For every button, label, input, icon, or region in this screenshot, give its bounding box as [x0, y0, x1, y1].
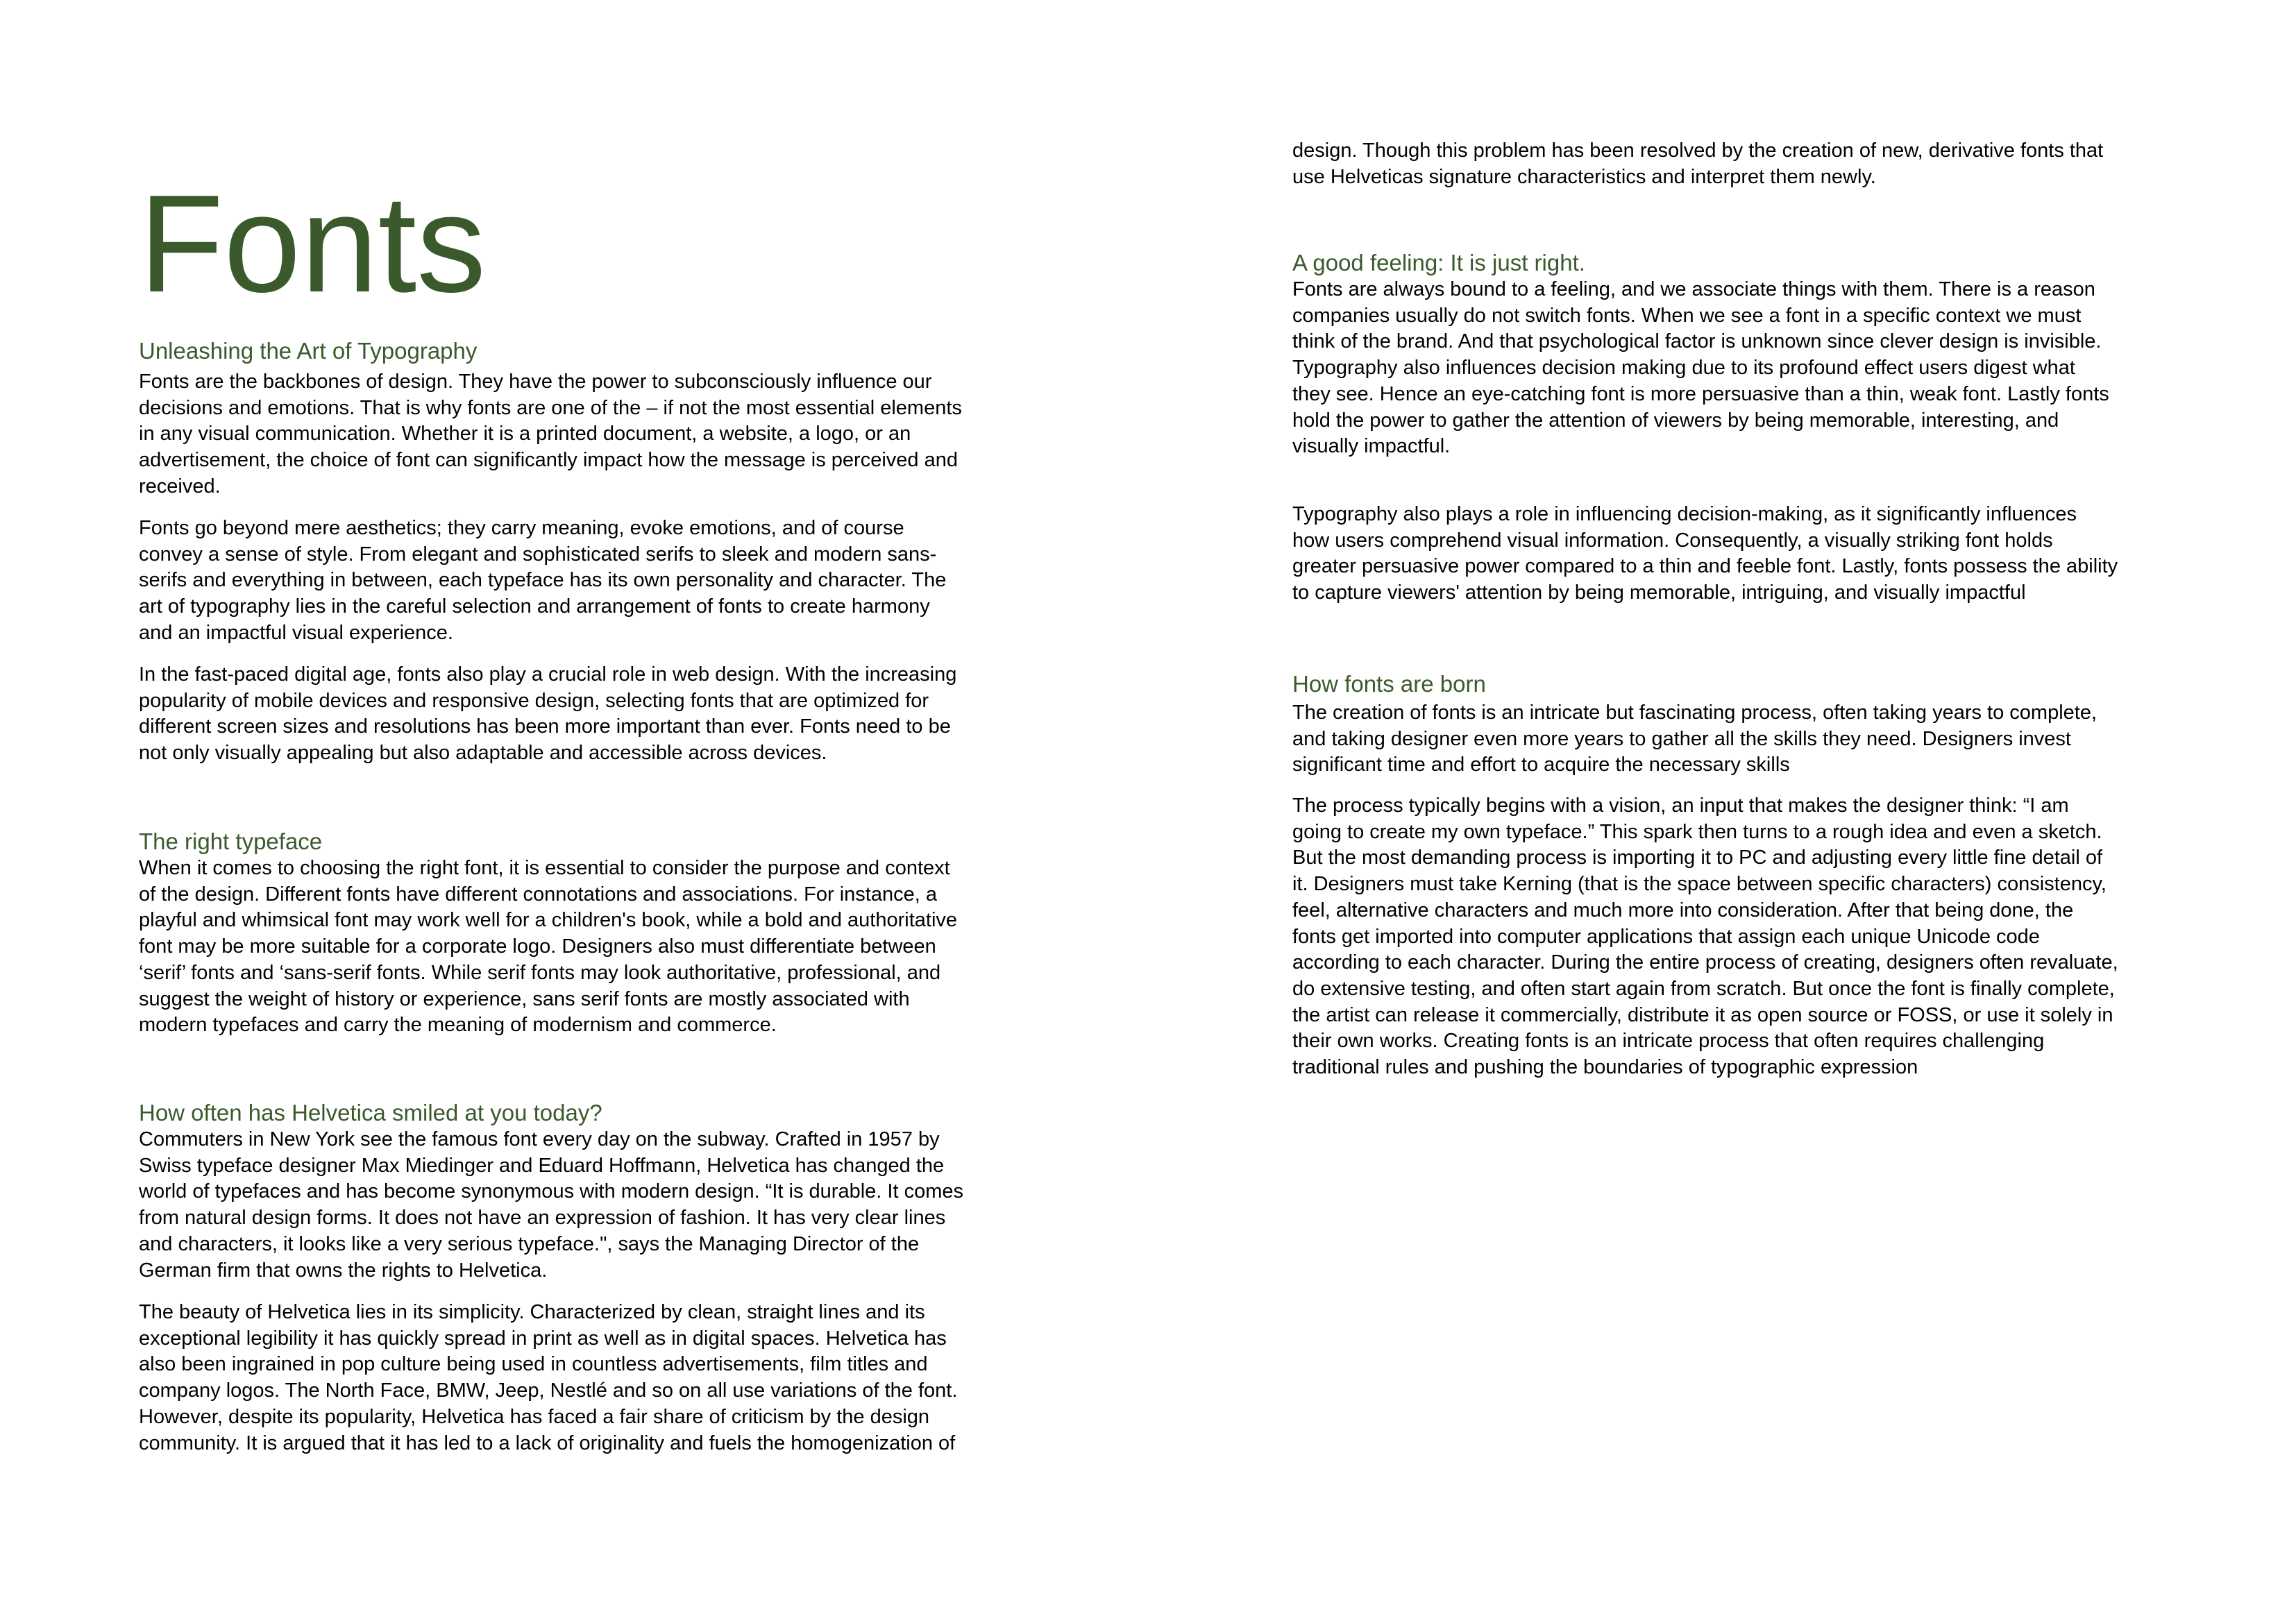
text-line: significant time and effort to acquire the necessary skills — [1292, 754, 1790, 776]
text-line: popularity of mobile devices and responsive design, selecting fonts that are optimized for — [139, 689, 929, 712]
text-line: the artist can release it commercially, distribute it as open source or FOSS, or use it solely in — [1292, 1003, 2113, 1026]
text-line: Fonts go beyond mere aesthetics; they carry meaning, evoke emotions, and of course — [139, 517, 904, 539]
text-line: different screen sizes and resolutions has been more important than ever. Fonts need to be — [139, 715, 951, 738]
text-line: fonts get imported into computer applications that assign each unique Unicode code — [1292, 925, 2040, 948]
text-line: from natural design forms. It does not have an expression of fashion. It has very clear lines — [139, 1207, 946, 1230]
text-line: design. Though this problem has been resolved by the creation of new, derivative fonts that — [1292, 139, 2104, 162]
page-title: Fonts — [139, 167, 487, 321]
text-line: companies usually do not switch fonts. When we see a font in a specific context we must — [1292, 304, 2082, 327]
paragraph — [139, 516, 946, 647]
text-line: community. It is argued that it has led to a lack of originality and fuels the homogenization of — [139, 1431, 956, 1454]
text-line: think of the brand. And that psychological factor is unknown since clever design is invisible. — [1292, 330, 2102, 353]
text-line: serifs and everything in between, each typeface has its own personality and character. The — [139, 569, 947, 592]
text-line: But the most demanding process is importing it to PC and adjusting every little fine detail of — [1292, 847, 2103, 869]
text-line: decisions and emotions. That is why fonts are one of the – if not the most essential elements — [139, 396, 962, 419]
text-line: Swiss typeface designer Max Miedinger and Eduard Hoffmann, Helvetica has changed the — [139, 1154, 945, 1177]
text-line: world of typefaces and has become synonymous with modern design. “It is durable. It comes — [139, 1180, 963, 1203]
text-line: The process typically begins with a vision, an input that makes the designer think: “I am — [1292, 794, 2069, 817]
paragraph-continuation — [1292, 138, 2103, 190]
text-line: In the fast-paced digital age, fonts also play a crucial role in web design. With the increasing — [139, 663, 957, 686]
paragraph — [139, 1127, 963, 1284]
section-heading-good-feeling: A good feeling: It is just right. — [1292, 250, 1585, 275]
text-line: and characters, it looks like a very serious typeface.", says the Managing Director of the — [139, 1232, 920, 1255]
text-line: in any visual communication. Whether it is a printed document, a website, a logo, or an — [139, 423, 911, 445]
text-line: convey a sense of style. From elegant and sophisticated serifs to sleek and modern sans- — [139, 543, 937, 566]
text-line: traditional rules and pushing the boundaries of typographic expression — [1292, 1056, 1918, 1079]
text-line: Typography also plays a role in influencing decision-making, as it significantly influences — [1292, 503, 2077, 525]
text-line: company logos. The North Face, BMW, Jeep, Nestlé and so on all use variations of the font. — [139, 1379, 958, 1402]
section-heading-right-typeface: The right typeface — [139, 829, 323, 854]
text-line: The beauty of Helvetica lies in its simplicity. Characterized by clean, straight lines and its — [139, 1301, 925, 1323]
paragraph — [1292, 502, 2118, 606]
paragraph — [139, 856, 957, 1039]
text-line: Fonts are always bound to a feeling, and we associate things with them. There is a reason — [1292, 278, 2095, 300]
text-line: art of typography lies in the careful selection and arrangement of fonts to create harmony — [139, 595, 930, 618]
text-line: to capture viewers' attention by being memorable, intriguing, and visually impactful — [1292, 581, 2026, 604]
paragraph — [1292, 793, 2118, 1081]
text-line: they see. Hence an eye-catching font is more persuasive than a thin, weak font. Lastly fonts — [1292, 382, 2109, 405]
text-line: Commuters in New York see the famous font every day on the subway. Crafted in 1957 by — [139, 1128, 940, 1150]
paragraph — [139, 662, 956, 767]
text-line: ‘serif’ fonts and ‘sans-serif fonts. While serif fonts may look authoritative, professional, and — [139, 961, 941, 984]
paragraph — [1292, 700, 2097, 779]
text-line: Typography also influences decision making due to its profound effect users digest what — [1292, 357, 2075, 380]
text-line: However, despite its popularity, Helvetica has faced a fair share of criticism by the design — [139, 1405, 930, 1428]
text-line: feel, alternative characters and much more into consideration. After that being done, the — [1292, 899, 2074, 921]
text-line: hold the power to gather the attention of viewers by being memorable, interesting, and — [1292, 409, 2059, 432]
text-line: and an impactful visual experience. — [139, 621, 453, 644]
text-line: also been ingrained in pop culture being used in countless advertisements, film titles and — [139, 1353, 928, 1376]
text-line: do extensive testing, and often start again from scratch. But once the font is finally complete, — [1292, 977, 2115, 1000]
text-line: playful and whimsical font may work well for a children's book, while a bold and authoritative — [139, 909, 958, 932]
text-line: and taking designer even more years to gather all the skills they need. Designers invest — [1292, 727, 2071, 750]
text-line: it. Designers must take Kerning (that is the space between specific characters) consistency, — [1292, 873, 2107, 896]
text-line: exceptional legibility it has quickly spread in print as well as in digital spaces. Helvetica has — [139, 1327, 947, 1350]
text-line: not only visually appealing but also adaptable and accessible across devices. — [139, 742, 827, 765]
section-heading-helvetica: How often has Helvetica smiled at you today? — [139, 1100, 602, 1125]
text-line: greater persuasive power compared to a thin and feeble font. Lastly, fonts possess the ability — [1292, 555, 2118, 578]
text-line: Fonts are the backbones of design. They have the power to subconsciously influence our — [139, 371, 932, 393]
text-line: German firm that owns the rights to Helvetica. — [139, 1259, 548, 1282]
text-line: use Helveticas signature characteristics and interpret them newly. — [1292, 165, 1876, 188]
text-line: according to each character. During the entire process of creating, designers often revaluate, — [1292, 951, 2118, 974]
text-line: advertisement, the choice of font can significantly impact how the message is perceived and — [139, 449, 958, 472]
text-line: visually impactful. — [1292, 435, 1451, 458]
text-line: suggest the weight of history or experience, sans serif fonts are mostly associated with — [139, 987, 910, 1010]
section-heading-unleashing: Unleashing the Art of Typography — [139, 338, 478, 364]
text-line: received. — [139, 475, 221, 498]
paragraph — [139, 369, 962, 500]
text-line: how users comprehend visual information. Consequently, a visually striking font holds — [1292, 529, 2053, 552]
section-heading-fonts-born: How fonts are born — [1292, 671, 1486, 697]
text-line: When it comes to choosing the right font, it is essential to consider the purpose and context — [139, 857, 950, 879]
text-line: going to create my own typeface.” This spark then turns to a rough idea and even a sketch. — [1292, 820, 2102, 843]
text-line: modern typefaces and carry the meaning of modernism and commerce. — [139, 1014, 777, 1037]
text-line: font may be more suitable for a corporate logo. Designers also must differentiate between — [139, 935, 936, 958]
paragraph — [1292, 277, 2109, 460]
text-line: their own works. Creating fonts is an intricate process that often requires challenging — [1292, 1030, 2045, 1053]
text-line: The creation of fonts is an intricate but fascinating process, often taking years to complete, — [1292, 702, 2097, 724]
text-line: of the design. Different fonts have different connotations and associations. For instance, a — [139, 883, 937, 906]
paragraph — [139, 1300, 957, 1456]
